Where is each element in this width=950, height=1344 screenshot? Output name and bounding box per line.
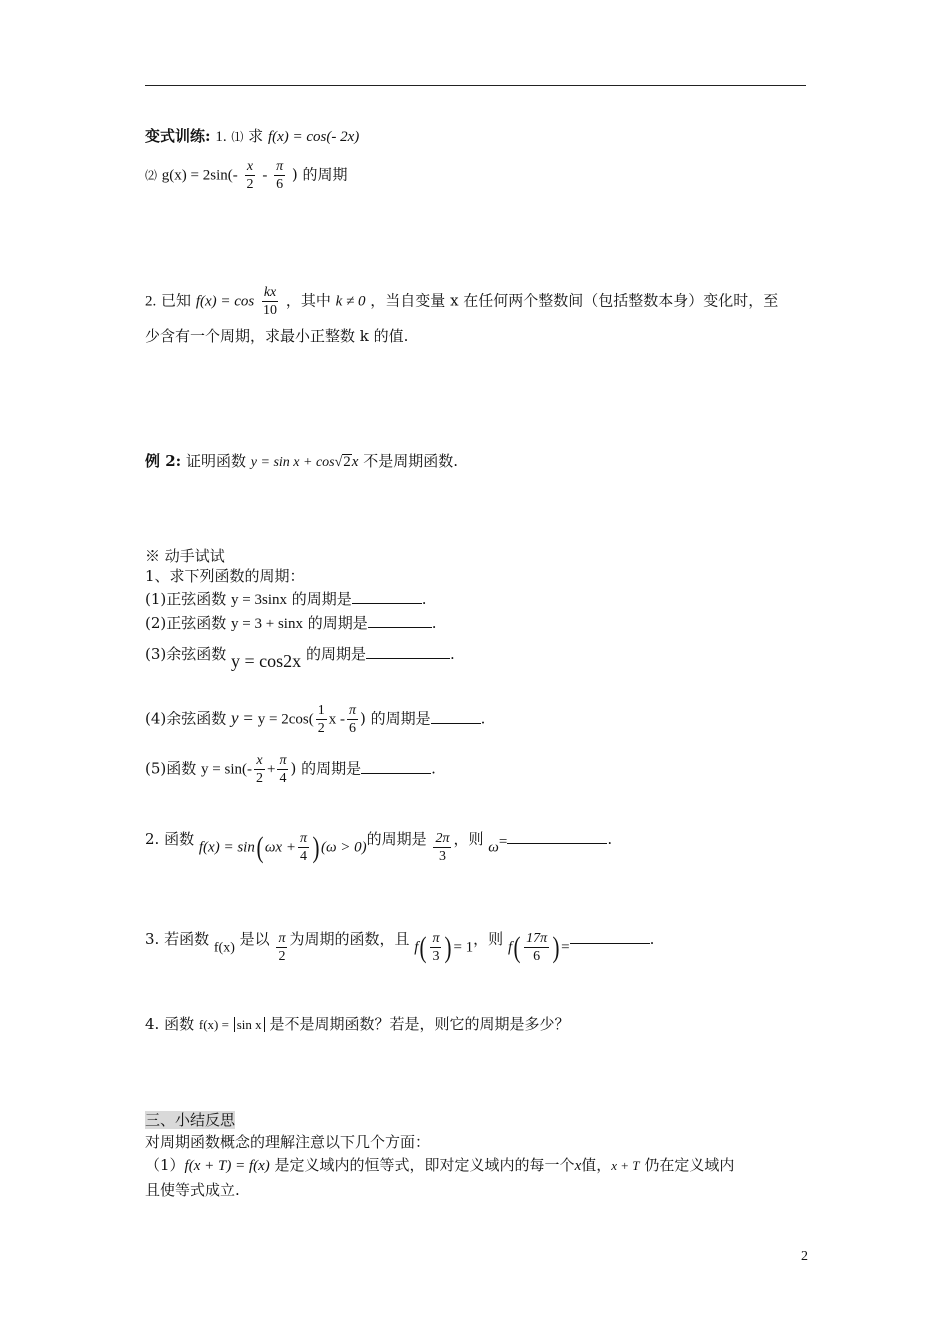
variant-training-label: 变式训练: bbox=[145, 127, 211, 145]
g-expression: g(x) = 2sin(- bbox=[161, 167, 238, 184]
fraction-pi-over-4: $\frac{\pi}{4}$ bbox=[279, 753, 287, 786]
f-expression: f(x) = cos(- 2x) bbox=[267, 129, 360, 145]
practice-item-5: (5)函数 y = sin(- $\frac{x}{2}$ + $\frac{\pi}{4}$ ) 的周期是 . bbox=[145, 753, 436, 786]
summary-title: 三、小结反思 bbox=[145, 1111, 236, 1129]
header-rule bbox=[145, 85, 806, 86]
practice-item-4: (4)余弦函数 y = y = 2cos( $\frac{1}{2}$ x - $\frac{\pi}{6}$ ) 的周期是 . bbox=[145, 703, 486, 736]
answer-blank[interactable] bbox=[361, 759, 431, 774]
answer-blank[interactable] bbox=[431, 709, 481, 724]
question-2-line1: 2. 已知 f(x) = cos $\frac{kx}{10}$ ，其中 k ≠ 0 ，当自变量 x 在任何两个整数间（包括整数本身）变化时，至 bbox=[145, 285, 779, 318]
fraction-kx-over-10: $\frac{kx}{10}$ bbox=[263, 285, 278, 318]
fraction-x-over-2: $\frac{x}{2}$ bbox=[256, 753, 263, 786]
answer-blank[interactable] bbox=[570, 929, 650, 944]
fraction-pi-over-3: $\frac{\pi}{3}$ bbox=[432, 931, 440, 964]
practice-item-2: (2)正弦函数 y = 3 + sinx 的周期是 . bbox=[145, 614, 437, 632]
practice-question-3: 3. 若函数 f(x) 是以 $\frac{\pi}{2}$ 为周期的函数，且 f( $\frac{\pi}{3}$ ) = 1，则 f( $\frac{17\pi}{6}$ ) = . bbox=[145, 929, 655, 964]
practice-title: ※ 动手试试 bbox=[145, 547, 225, 565]
fraction-17pi-over-6: $\frac{17\pi}{6}$ bbox=[526, 931, 548, 964]
practice-item-1: (1)正弦函数 y = 3sinx 的周期是 . bbox=[145, 590, 427, 608]
fraction-pi-over-4: $\frac{\pi}{4}$ bbox=[299, 831, 307, 864]
summary-item-1-cont: 且使等式成立. bbox=[145, 1181, 240, 1199]
fraction-2pi-over-3: $\frac{2\pi}{3}$ bbox=[435, 831, 450, 864]
practice-intro: 1、求下列函数的周期： bbox=[145, 567, 305, 585]
summary-item-1: （1）f(x + T) = f(x) 是定义域内的恒等式，即对定义域内的每一个x值，x + T 仍在定义域内 bbox=[145, 1156, 735, 1174]
practice-question-2: 2. 函数 f(x) = sin( ωx + $\frac{\pi}{4}$ ) (ω > 0)的周期是 $\frac{2\pi}{3}$ ，则 ω= . bbox=[145, 829, 613, 864]
answer-blank[interactable] bbox=[352, 589, 422, 604]
question-2-line2: 少含有一个周期，求最小正整数 k 的值. bbox=[145, 327, 409, 345]
answer-blank[interactable] bbox=[507, 829, 607, 844]
page-number: 2 bbox=[801, 1249, 808, 1264]
fraction-x-over-2: $\frac{x}{2}$ bbox=[246, 159, 254, 192]
summary-intro: 对周期函数概念的理解注意以下几个方面： bbox=[145, 1133, 431, 1151]
fraction-pi-over-6: $\frac{\pi}{6}$ bbox=[276, 159, 284, 192]
answer-blank[interactable] bbox=[368, 613, 432, 628]
variant-training-line2: ⑵ g(x) = 2sin(- $\frac{x}{2}$ - $\frac{\pi}{6}$ ) 的周期 bbox=[145, 159, 348, 192]
fraction-1-over-2: $\frac{1}{2}$ bbox=[317, 703, 325, 736]
fraction-pi-over-6: $\frac{\pi}{6}$ bbox=[348, 703, 356, 736]
fraction-pi-over-2: $\frac{\pi}{2}$ bbox=[278, 931, 286, 964]
example-2: 例 2: 证明函数 y = sin x + cos√2x 不是周期函数. bbox=[145, 452, 459, 470]
practice-item-3: (3)余弦函数 y = cos2x 的周期是 . bbox=[145, 645, 455, 671]
answer-blank[interactable] bbox=[366, 644, 450, 659]
example-2-label: 例 2: bbox=[145, 452, 182, 470]
variant-training-line1: 变式训练: 1. ⑴ 求 f(x) = cos(- 2x) bbox=[145, 127, 360, 145]
practice-question-4: 4. 函数 f(x) = sin x 是不是周期函数？若是，则它的周期是多少？ bbox=[145, 1015, 570, 1033]
